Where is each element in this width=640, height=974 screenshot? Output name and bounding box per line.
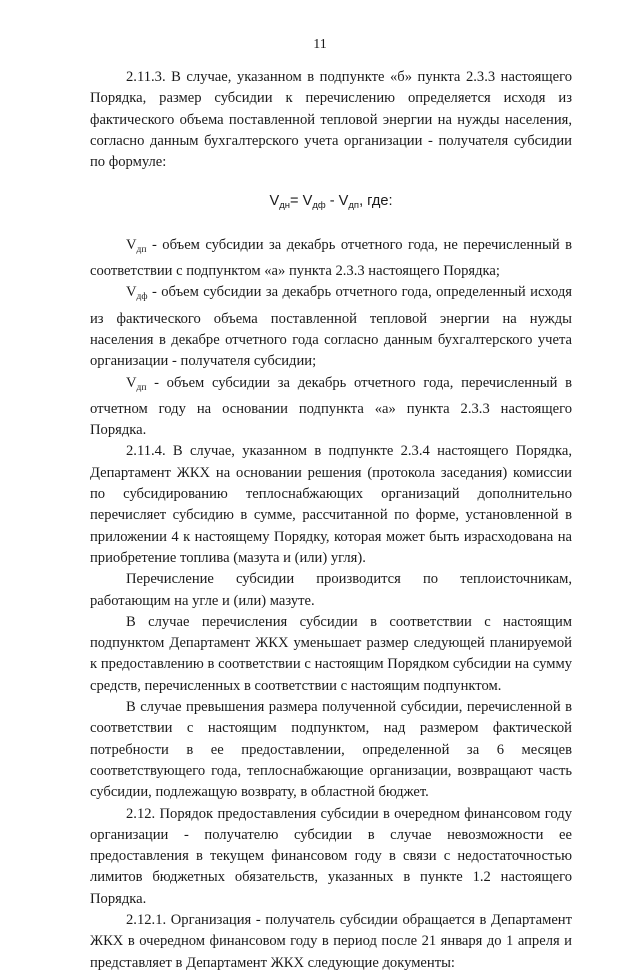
formula-minus-v-dp: - V	[325, 193, 349, 210]
formula-sub-dp: дп	[348, 200, 360, 212]
formula-eq-v-df: = V	[290, 193, 313, 210]
paragraph-2-11-3: 2.11.3. В случае, указанном в подпункте «б» пункта 2.3.3 настоящего Порядка, размер субсидии к перечислению определяется исходя из фактического объема поставленной тепловой энергии на нужды населения, согласно данным бухгалтерского учета организации - получателя субсидии по формуле:	[90, 69, 572, 171]
paragraph-transfer-fuel: Перечисление субсидии производится по теплоисточникам, работающим на угле и (или) мазуте.	[90, 571, 572, 609]
definition-v-dp-not-transferred	[90, 235, 572, 283]
paragraph-2-12: 2.12. Порядок предоставления субсидии в очередном финансовом году организации - получателю субсидии в случае невозможности ее предоставления в текущем финансовом году в связи с недостаточностью лимитов бюджетных обязательств, указанных в пункте 1.2 настоящего Порядка.	[90, 805, 572, 907]
paragraph-2-11-4: 2.11.4. В случае, указанном в подпункте 2.3.4 настоящего Порядка, Департамент ЖКХ на основании решения (протокола заседания) комиссии по субсидированию теплоснабжающих организаций дополнительно перечисляет субсидию в сумме, рассчитанной по форме, установленной в приложении 4 к настоящему Порядку, которая может быть израсходована на приобретение топлива (мазута и (или) угля).	[90, 443, 572, 566]
subsidy-formula	[90, 191, 572, 216]
formula-sub-df: дф	[312, 200, 326, 212]
def1-symbol: V	[126, 236, 137, 253]
def1-subscript: дп	[136, 244, 147, 255]
def2-symbol: V	[126, 284, 137, 301]
formula-sub-dn: дн	[279, 200, 290, 212]
def1-text: - объем субсидии за декабрь отчетного года, не перечисленный в соответствии с подпунктом «а» пункта 2.3.3 настоящего Порядка;	[90, 236, 572, 280]
def2-text: - объем субсидии за декабрь отчетного года, определенный исходя из фактического объема поставленной тепловой энергии на нужды населения в декабре отчетного года согласно данным бухгалтерского учета организации - получателя субсидии;	[90, 284, 572, 370]
formula-tail: , где:	[359, 193, 393, 210]
paragraph-reduction: В случае перечисления субсидии в соответствии с настоящим подпунктом Департамент ЖКХ уменьшает размер следующей планируемой к предоставлению в соответствии с настоящим Порядком субсидии на сумму средств, перечисленных в соответствии с настоящим подпунктом.	[90, 613, 572, 694]
def3-subscript: дп	[136, 382, 147, 393]
document-body	[90, 67, 572, 974]
formula-v-dn: V	[269, 193, 280, 210]
def2-subscript: дф	[136, 292, 148, 303]
def3-symbol: V	[126, 374, 137, 391]
page-number: 11	[313, 37, 327, 52]
def3-text: - объем субсидии за декабрь отчетного года, перечисленный в отчетном году на основании подпункта «а» пункта 2.3.3 настоящего Порядка.	[90, 374, 572, 439]
paragraph-excess-return: В случае превышения размера полученной субсидии, перечисленной в соответствии с настоящим подпунктом, над размером фактической потребности в ее предоставлении, определенной за 6 месяцев соответствующего года, теплоснабжающие организации, возвращают часть субсидии, подлежащую возврату, в областной бюджет.	[90, 699, 572, 801]
definition-v-dp-transferred	[90, 373, 572, 442]
paragraph-2-12-1: 2.12.1. Организация - получатель субсидии обращается в Департамент ЖКХ в очередном финансовом году в период после 21 января до 1 апреля и представляет в Департамент ЖКХ следующие документы:	[90, 911, 572, 971]
definition-v-df	[90, 282, 572, 372]
